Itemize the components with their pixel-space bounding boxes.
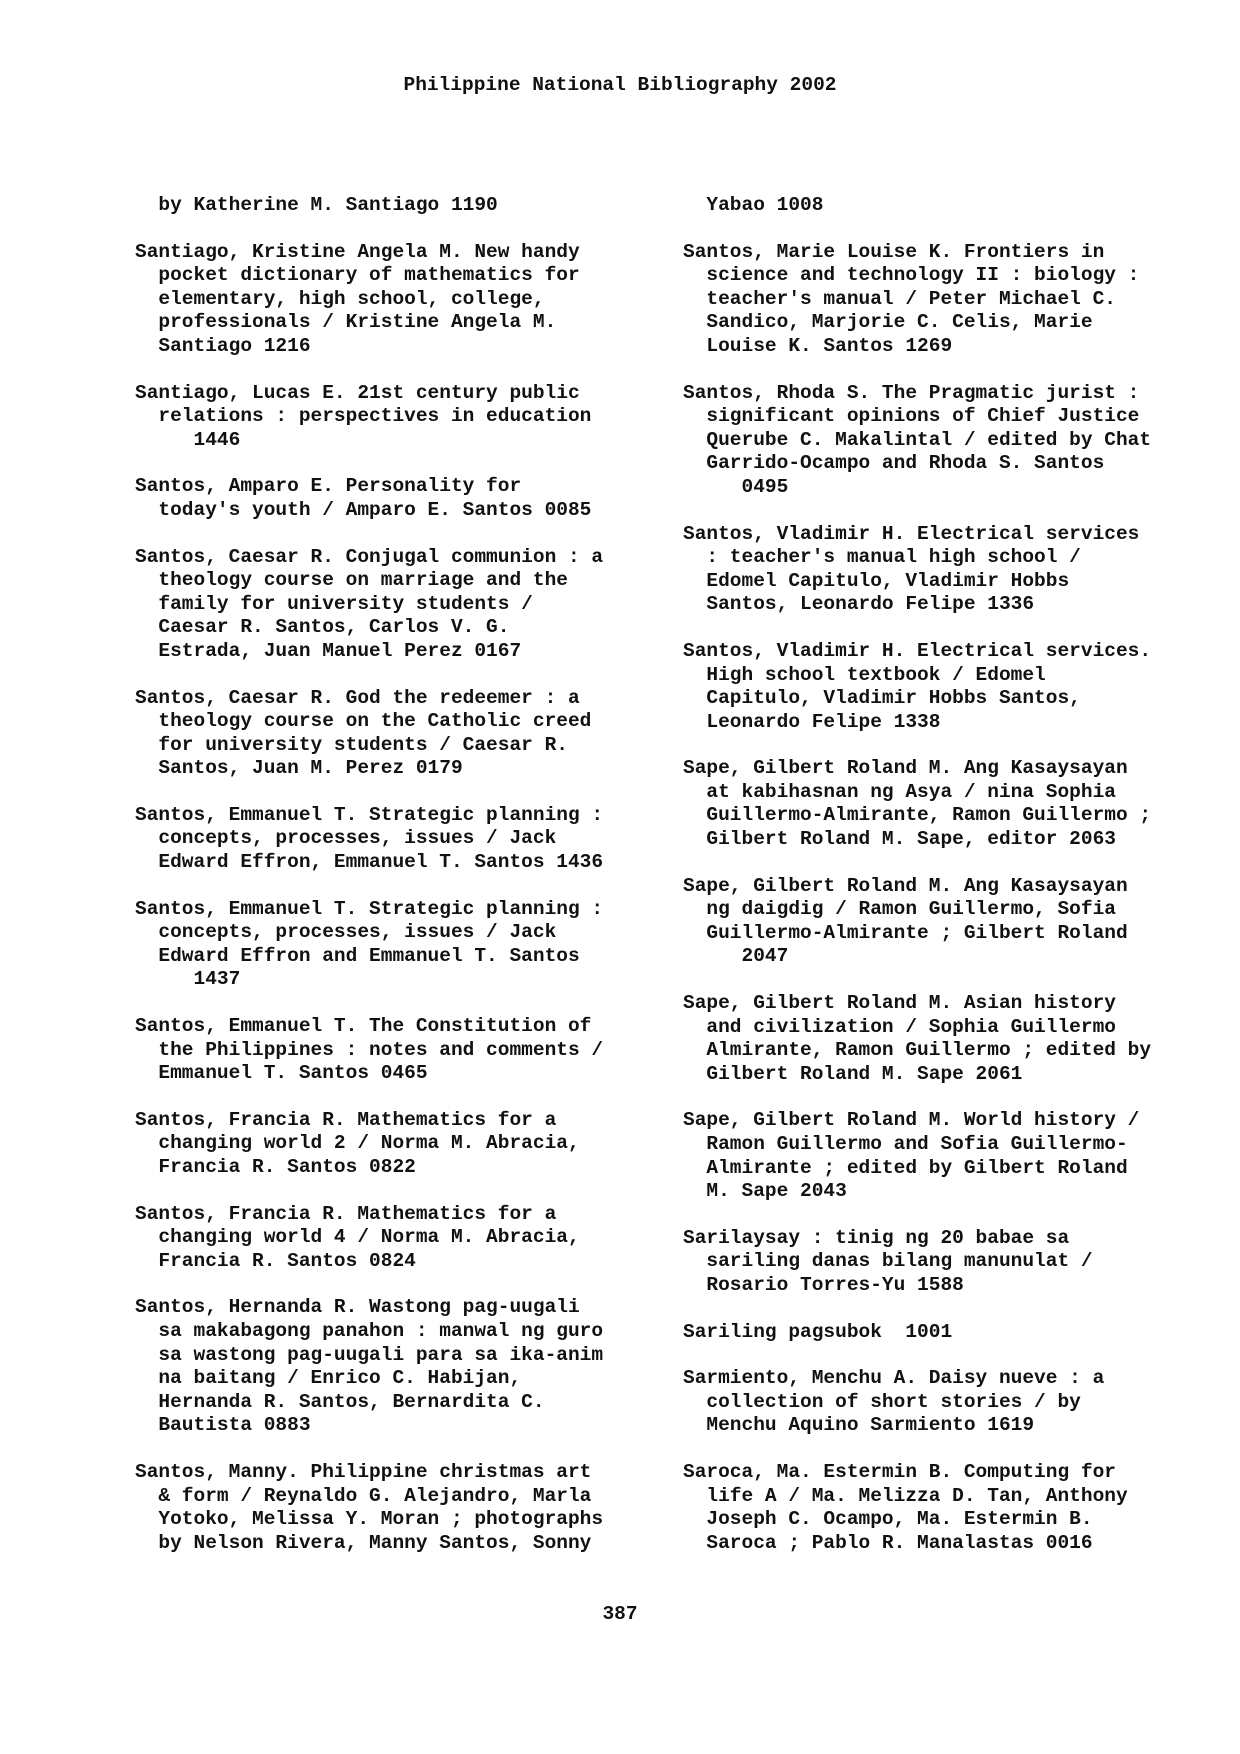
bibliography-entry: [683, 523, 1223, 617]
bibliography-entry: [135, 687, 675, 781]
entry-line: : teacher's manual high school /: [683, 546, 1081, 569]
right-column: [683, 194, 1223, 1578]
entry-line: today's youth / Amparo E. Santos 0085: [135, 498, 592, 521]
entry-line: Rosario Torres-Yu 1588: [683, 1273, 964, 1296]
entry-line: 1446: [135, 428, 241, 451]
entry-line: Yotoko, Melissa Y. Moran ; photographs: [135, 1508, 604, 1531]
entry-line: Querube C. Makalintal / edited by Chat: [683, 428, 1152, 451]
entry-line: teacher's manual / Peter Michael C.: [683, 287, 1116, 310]
entry-line: Santos, Caesar R. God the redeemer : a: [135, 686, 580, 709]
entry-line: significant opinions of Chief Justice: [683, 405, 1140, 428]
entry-line: Guillermo-Almirante, Ramon Guillermo ;: [683, 804, 1152, 827]
entry-line: Estrada, Juan Manuel Perez 0167: [135, 639, 522, 662]
entry-line: the Philippines : notes and comments /: [135, 1038, 604, 1061]
entry-line: Santos, Caesar R. Conjugal communion : a: [135, 545, 604, 568]
entry-line: changing world 4 / Norma M. Abracia,: [135, 1226, 580, 1249]
entry-line: collection of short stories / by: [683, 1390, 1081, 1413]
bibliography-entry: [135, 1461, 675, 1555]
entry-line: for university students / Caesar R.: [135, 733, 568, 756]
bibliography-entry: [683, 241, 1223, 359]
entry-line: Santiago, Kristine Angela M. New handy: [135, 240, 580, 263]
entry-line: theology course on marriage and the: [135, 569, 568, 592]
entry-line: Saroca, Ma. Estermin B. Computing for: [683, 1460, 1116, 1483]
entry-line: Santiago, Lucas E. 21st century public: [135, 381, 580, 404]
entry-line: Santos, Emmanuel T. Strategic planning :: [135, 897, 604, 920]
entry-line: Sarilaysay : tinig ng 20 babae sa: [683, 1226, 1070, 1249]
entry-line: 2047: [683, 945, 789, 968]
entry-line: Edward Effron and Emmanuel T. Santos: [135, 944, 580, 967]
entry-line: Caesar R. Santos, Carlos V. G.: [135, 616, 510, 639]
entry-line: Francia R. Santos 0822: [135, 1156, 416, 1178]
entry-line: Gilbert Roland M. Sape 2061: [683, 1062, 1023, 1085]
bibliography-entry: [135, 1109, 675, 1180]
entry-line: Sariling pagsubok 1001: [683, 1320, 953, 1343]
entry-line: and civilization / Sophia Guillermo: [683, 1015, 1116, 1038]
entry-line: family for university students /: [135, 592, 533, 615]
entry-line: Emmanuel T. Santos 0465: [135, 1062, 428, 1085]
entry-line: Yabao 1008: [683, 194, 824, 216]
bibliography-entry: [135, 194, 675, 218]
entry-line: by Nelson Rivera, Manny Santos, Sonny: [135, 1531, 592, 1554]
entry-line: Santos, Manny. Philippine christmas art: [135, 1460, 592, 1483]
bibliography-entry: [683, 382, 1223, 500]
bibliography-entry: [135, 475, 675, 522]
entry-line: Garrido-Ocampo and Rhoda S. Santos: [683, 452, 1105, 475]
entry-line: Edward Effron, Emmanuel T. Santos 1436: [135, 851, 604, 874]
entry-line: concepts, processes, issues / Jack: [135, 921, 557, 944]
entry-line: sariling danas bilang manunulat /: [683, 1250, 1093, 1273]
entry-line: Sarmiento, Menchu A. Daisy nueve : a: [683, 1367, 1105, 1390]
entry-line: Santos, Rhoda S. The Pragmatic jurist :: [683, 381, 1140, 404]
entry-line: Sape, Gilbert Roland M. Ang Kasaysayan: [683, 874, 1128, 897]
entry-line: Sape, Gilbert Roland M. World history /: [683, 1109, 1140, 1132]
entry-line: changing world 2 / Norma M. Abracia,: [135, 1132, 580, 1155]
bibliography-entry: [135, 804, 675, 875]
entry-line: M. Sape 2043: [683, 1180, 847, 1203]
entry-line: Santos, Francia R. Mathematics for a: [135, 1108, 557, 1131]
entry-line: High school textbook / Edomel: [683, 663, 1046, 686]
entry-line: Francia R. Santos 0824: [135, 1249, 416, 1272]
entry-line: Santiago 1216: [135, 334, 311, 357]
entry-line: Bautista 0883: [135, 1414, 311, 1437]
bibliography-entry: [683, 875, 1223, 969]
entry-line: Santos, Marie Louise K. Frontiers in: [683, 240, 1105, 263]
entry-line: Leonardo Felipe 1338: [683, 710, 941, 733]
entry-line: 0495: [683, 475, 789, 498]
entry-line: Capitulo, Vladimir Hobbs Santos,: [683, 687, 1081, 710]
entry-line: Almirante, Ramon Guillermo ; edited by: [683, 1039, 1152, 1062]
entry-line: life A / Ma. Melizza D. Tan, Anthony: [683, 1484, 1128, 1507]
entry-line: relations : perspectives in education: [135, 405, 592, 428]
entry-line: science and technology II : biology :: [683, 264, 1140, 287]
entry-line: sa makabagong panahon : manwal ng guro: [135, 1319, 604, 1342]
entry-line: concepts, processes, issues / Jack: [135, 827, 557, 850]
entry-line: pocket dictionary of mathematics for: [135, 264, 580, 287]
entry-line: Saroca ; Pablo R. Manalastas 0016: [683, 1531, 1093, 1554]
entry-line: Almirante ; edited by Gilbert Roland: [683, 1156, 1128, 1179]
bibliography-entry: [683, 1321, 1223, 1345]
entry-line: Gilbert Roland M. Sape, editor 2063: [683, 828, 1116, 851]
bibliography-entry: [683, 194, 1223, 218]
entry-line: Menchu Aquino Sarmiento 1619: [683, 1414, 1035, 1437]
entry-line: Edomel Capitulo, Vladimir Hobbs: [683, 569, 1070, 592]
entry-line: Sandico, Marjorie C. Celis, Marie: [683, 311, 1093, 334]
page-number: 387: [602, 1603, 638, 1625]
entry-line: Santos, Leonardo Felipe 1336: [683, 593, 1035, 616]
entry-line: Joseph C. Ocampo, Ma. Estermin B.: [683, 1508, 1093, 1531]
left-column: [135, 194, 675, 1578]
entry-line: professionals / Kristine Angela M.: [135, 311, 557, 334]
entry-line: ng daigdig / Ramon Guillermo, Sofia: [683, 898, 1116, 921]
entry-line: Santos, Vladimir H. Electrical services: [683, 522, 1140, 545]
entry-line: Guillermo-Almirante ; Gilbert Roland: [683, 921, 1128, 944]
entry-line: Santos, Emmanuel T. Strategic planning :: [135, 803, 604, 826]
entry-line: 1437: [135, 968, 241, 991]
bibliography-entry: [135, 546, 675, 664]
entry-line: & form / Reynaldo G. Alejandro, Marla: [135, 1484, 592, 1507]
bibliography-entry: [683, 640, 1223, 734]
entry-line: Santos, Amparo E. Personality for: [135, 475, 522, 498]
entry-line: na baitang / Enrico C. Habijan,: [135, 1367, 522, 1390]
entry-line: Santos, Juan M. Perez 0179: [135, 757, 463, 780]
entry-line: by Katherine M. Santiago 1190: [135, 194, 498, 216]
bibliography-entry: [135, 898, 675, 992]
bibliography-entry: [135, 241, 675, 359]
bibliography-entry: [135, 1296, 675, 1438]
entry-line: at kabihasnan ng Asya / nina Sophia: [683, 780, 1116, 803]
bibliography-entry: [683, 1461, 1223, 1555]
page-header: Philippine National Bibliography 2002: [403, 74, 837, 96]
entry-line: Santos, Francia R. Mathematics for a: [135, 1202, 557, 1225]
bibliography-entry: [683, 1109, 1223, 1203]
entry-line: theology course on the Catholic creed: [135, 710, 592, 733]
entry-line: Sape, Gilbert Roland M. Asian history: [683, 992, 1116, 1015]
entry-line: Louise K. Santos 1269: [683, 334, 953, 357]
entry-line: Santos, Vladimir H. Electrical services.: [683, 639, 1152, 662]
entry-line: Santos, Emmanuel T. The Constitution of: [135, 1015, 592, 1038]
bibliography-entry: [683, 992, 1223, 1086]
bibliography-entry: [135, 1203, 675, 1274]
entry-line: Hernanda R. Santos, Bernardita C.: [135, 1390, 545, 1413]
entry-line: Santos, Hernanda R. Wastong pag-uugali: [135, 1296, 580, 1319]
bibliography-entry: [683, 1227, 1223, 1298]
bibliography-entry: [683, 1367, 1223, 1438]
bibliography-entry: [135, 1015, 675, 1086]
entry-line: elementary, high school, college,: [135, 287, 545, 310]
bibliography-entry: [683, 757, 1223, 851]
entry-line: Ramon Guillermo and Sofia Guillermo-: [683, 1133, 1128, 1155]
entry-line: Sape, Gilbert Roland M. Ang Kasaysayan: [683, 757, 1128, 780]
entry-line: sa wastong pag-uugali para sa ika-anim: [135, 1343, 604, 1366]
bibliography-entry: [135, 382, 675, 453]
